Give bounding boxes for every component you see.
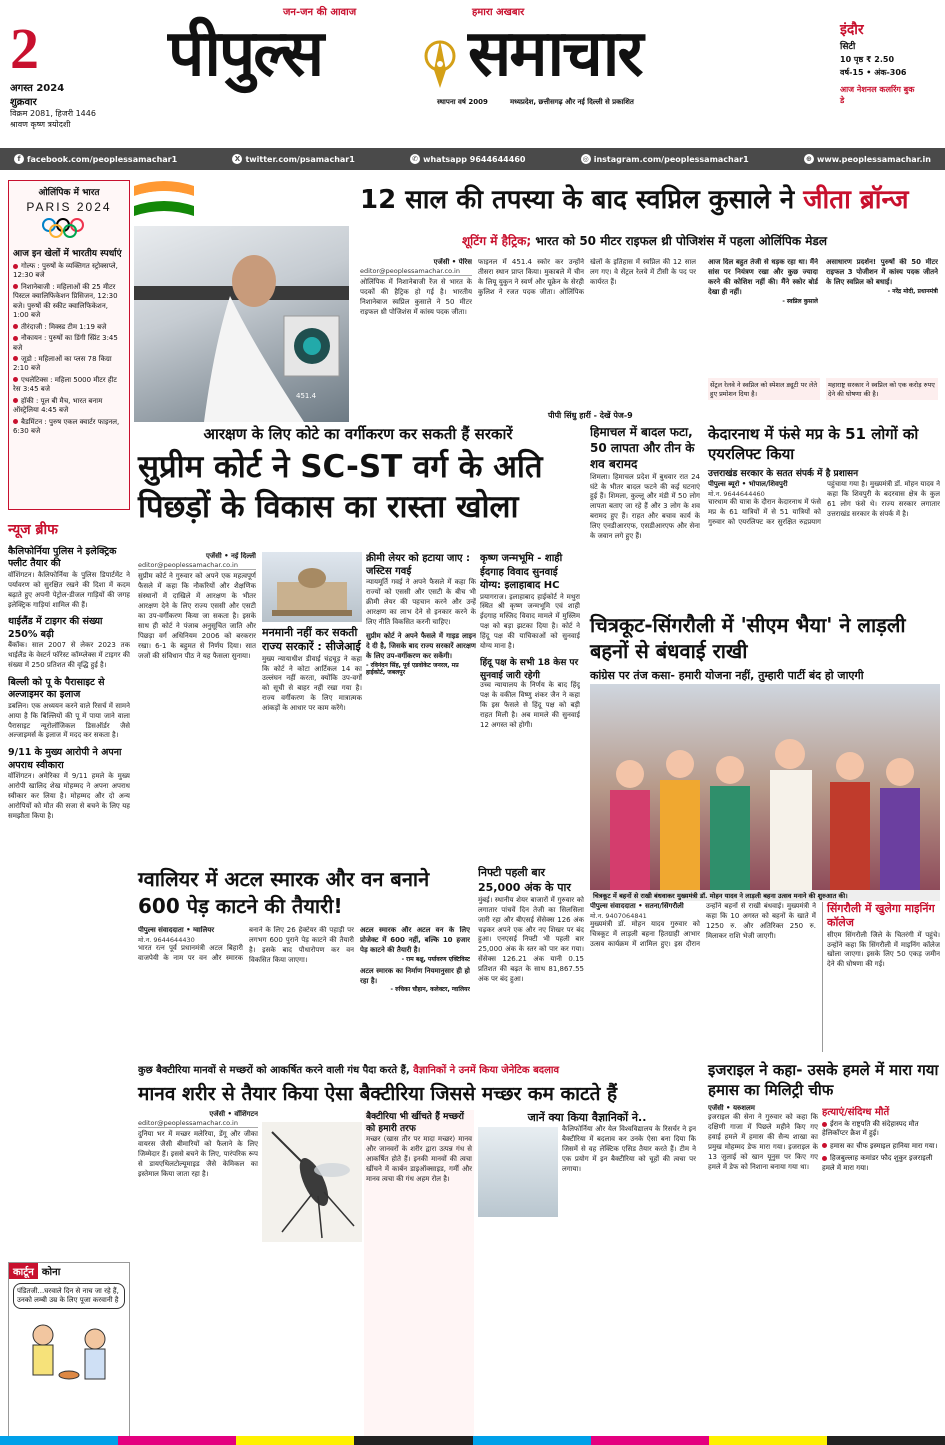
paris-title: PARIS 2024 — [26, 200, 112, 214]
brief-body: डबलिन। एक अध्ययन करने वाले रिसर्च में सामने आया है कि बिल्लियों की पू में पाया जाने वाला पैरासाइट न्यूरोलॉजिकल डिसऑर्डर जैसे अल्जाइमर्स के इलाज में मदद कर सकता है। — [8, 701, 130, 740]
kedarnath-mobile: मो.न. 9644644460 — [708, 490, 765, 498]
bacteria-box-head: बैक्टीरिया भी खींचते हैं मच्छरों को हमारी तरफ — [366, 1112, 464, 1134]
bullet-icon — [13, 398, 18, 403]
lead-agency: एजेंसी • पेरिस — [433, 258, 472, 266]
sc-headline: सुप्रीम कोर्ट ने SC-ST वर्ग के अति पिछड़ों के विकास का रास्ता खोला — [138, 449, 543, 525]
tagline-left: जन-जन की आवाज — [283, 7, 357, 18]
bacteria-email: editor@peoplessamachar.co.in — [138, 1119, 258, 1128]
tithi: श्रावण कृष्ण त्रयोदशी — [10, 120, 71, 129]
bullet-icon — [822, 1143, 827, 1148]
date-number: 2 — [10, 16, 39, 81]
bullet-icon — [13, 419, 18, 424]
israel-side-item: हिजबुल्लाह कमांडर फौद शुकुर इजराइली हमले में मारा गया। — [822, 1154, 933, 1172]
chitrakoot-caption: चित्रकूट में बहनों से राखी बंधवाकर मुख्यमंत्री डॉ. मोहन यादव ने लाड़ली बहना उत्सव मनाने की शुरुआत की। — [590, 890, 940, 901]
singrauli-body: सीएम सिंगरौली जिले के चितरंगी में पहुंचे। उन्होंने कहा कि सिंगरौली में माइनिंग कॉलेज खोला जाएगा। इसके लिए 50 एकड़ जमीन देने की घोषणा की गई। — [827, 930, 940, 969]
bullet-icon — [13, 284, 18, 289]
promo: आज नेशनल कलरिंग बुक डे — [840, 85, 915, 105]
bacteria-box — [364, 1110, 474, 1440]
kedarnath-col — [708, 480, 940, 600]
lead-note-1: सेंट्रल रेलवे ने स्वप्निल को स्पेशल ड्यूटी पर लेते हुए प्रमोशन दिया है। — [708, 378, 820, 400]
olympic-event-item: एथलेटिक्स : महिला 5000 मीटर हीट रेस 3:45 बजे — [13, 375, 117, 394]
nifty-body: मुंबई। स्थानीय शेयर बाजारों में गुरुवार को लगातार पांचवें दिन तेजी का सिलसिला जारी रहा और बीएसई सेंसेक्स 126 अंक चढ़कर अपने एक और नए शिखर पर बंद हुआ। एनएसई निफ्टी भी पहली बार 25,000 अंक के स्तर को पार कर गया। सेंसेक्स 126.21 अंक यानी 0.15 प्रतिशत की बढ़त के साथ 81,867.55 अंक पर बंद हुआ। — [478, 895, 584, 984]
himachal-story — [590, 424, 700, 604]
chitrakoot-body: मुख्यमंत्री डॉ. मोहन यादव गुरुवार को चित्रकूट में लाड़ली बहना हितग्राही आभार उत्सव कार्यक्रम में शामिल हुए। इस दौरान उन्होंने बहनों से राखी बंधवाई। मुख्यमंत्री ने कहा कि 10 अगस्त को बहनों के खाते में 1250 रु. और अतिरिक्त 250 रु. मिलाकर राशि भेजी जाएगी। — [590, 902, 816, 948]
today-heading: आज इन खेलों में भारतीय स्पर्धाएं — [13, 249, 122, 259]
year-issue: वर्ष-15 • अंक-306 — [840, 68, 907, 77]
kedarnath-sub: उत्तराखंड सरकार के सतत संपर्क में है प्रशासन — [708, 469, 859, 479]
israel-body: इजराइल की सेना ने गुरुवार को कहा कि दक्षिणी गाजा में पिछले महीने किए गए हवाई हमले में हमास की सैन्य शाखा का प्रमुख मोहम्मद डेफ मारा गया। इजराइल के 13 जुलाई को खान यूनुस पर किए गए हमले में डेफ को निशाना बनाया गया था। — [708, 1113, 818, 1171]
brief-body: बैंकॉक। साल 2007 से लेकर 2023 तक थाईलैंड के वेस्टर्न फॉरेस्ट कॉम्प्लेक्स में टाइगर की संख्या में 250 प्रतिशत की वृद्धि हुई है। — [8, 641, 130, 669]
cartoon-corner: कोना — [41, 1267, 61, 1278]
bullet-icon — [13, 324, 18, 329]
bacteria-research-body: कैलिफोर्निया और येल विश्वविद्यालय के रिसर्चर ने इन बैक्टीरिया में बदलाव कर उनके ऐसा बना दिया कि जिसमें से वह लेक्टिक एसिड तैयार करते हैं। टीम ने एक प्रयोग में इन बैक्टीरिया को चूहों की त्वचा पर लगाया। — [562, 1125, 696, 1173]
edition: सिटी — [840, 42, 856, 52]
nifty-headline: निफ्टी पहली बार 25,000 अंक के पार — [478, 866, 571, 894]
lead-body-1: ओलिंपिक में निशानेबाजी रेंज से भारत के पदकों की हैट्रिक हो गई है। भारतीय निशानेबाज स्वप्निल कुसाले ने 50 मीटर राइफल थ्री पोजिशंस में कांस्य पदक जीता। — [360, 278, 472, 316]
chitrakoot-sub: कांग्रेस पर तंज कसा- हमारी योजना नहीं, तुम्हारी पार्टी बंद हो जाएगी — [590, 669, 864, 682]
bacteria-agency: एजेंसी • वॉशिंगटन — [209, 1110, 258, 1118]
chitrakoot-headline: चित्रकूट-सिंगरौली में 'सीएम भैया' ने लाड़ली बहनों से बंधवाई राखी — [590, 613, 906, 663]
lead-headline-b: जीता ब्रॉन्ज — [803, 185, 909, 215]
month-year: अगस्त 2024 — [10, 83, 65, 94]
gwalior-quote-1-by: - राम बक्षु, पर्यावरण एक्टिविस्ट — [401, 955, 470, 963]
lead-subhead — [462, 232, 922, 249]
tagline-right: हमारा अखबार — [472, 7, 525, 18]
lead-col-4 — [826, 258, 938, 388]
weekday: शुक्रवार — [10, 97, 37, 108]
bullet-icon — [822, 1156, 827, 1161]
israel-side — [822, 1104, 940, 1434]
edition-block — [840, 20, 940, 106]
olympic-event-item: हॉकी : पूल बी मैच, भारत बनाम ऑस्ट्रेलिया 4:45 बजे — [13, 396, 103, 415]
lead-email: editor@peoplessamachar.co.in — [360, 267, 472, 276]
score-left: 451.4 — [296, 392, 317, 400]
krishna-body: प्रयागराज। इलाहाबाद हाईकोर्ट ने मथुरा स्थित श्री कृष्ण जन्मभूमि एवं शाही ईदगाह मस्जिद विवाद मामले में मुस्लिम पक्ष को बड़ा झटका दिया है। कोर्ट ने हिंदू पक्ष की याचिकाओं को सुनवाई योग्य माना है। — [480, 592, 580, 651]
gwalior-agency: पीपुल्स संवाददाता • ग्वालियर — [138, 926, 215, 934]
lead-headline — [360, 186, 920, 216]
sc-agency: एजेंसी • नई दिल्ली — [206, 552, 256, 560]
lead-body-2: फाइनल में 451.4 स्कोर कर उन्होंने तीसरा स्थान प्राप्त किया। मुकाबले में चीन के लियू युकुन ने स्वर्ण और यूक्रेन के सेरही कुलिश ने रजत पदक जीता। ओलिंपिक खेलों के इतिहास में स्वप्निल की 12 साल लग गए। वे सेंट्रल रेलवे में टीसी के पद पर कार्यरत हैं। — [478, 258, 696, 296]
court-photo — [262, 552, 362, 622]
city: इंदौर — [840, 22, 864, 38]
olympic-rings-icon — [13, 217, 125, 243]
lead-col-1 — [360, 258, 472, 408]
cartoon-drawing — [13, 1313, 125, 1393]
news-brief-title: न्यूज ब्रीफ — [8, 522, 58, 538]
olympic-event-item: गोल्फ : पुरुषों के व्यक्तिगत स्ट्रोक्सप्ले, 12:30 बजे — [13, 262, 118, 280]
sc-body: सुप्रीम कोर्ट ने गुरुवार को अपने एक महत्वपूर्ण फैसले में कहा कि नौकरियों और शैक्षणिक संस्थानों में दाखिले में आरक्षण के भीतर आरक्षण देने के लिए राज्य एससी और एसटी का उप-वर्गीकरण किया जा सकता है। इसके साथ ही कोर्ट ने पंजाब अनुसूचित जाति और पिछड़ा वर्ग अधिनियम 2006 को बरकरार रखा। 6-1 के बहुमत से निर्णय दिया। सात जजों की संविधान पीठ ने यह फैसला सुनाया। — [138, 572, 256, 660]
mosquito-photo — [262, 1122, 362, 1242]
krishna-headline: कृष्ण जन्मभूमि - शाही ईदगाह विवाद सुनवाई योग्य: इलाहाबाद HC — [480, 553, 563, 591]
sc-sub1-body: मुख्य न्यायाधीश डीवाई चंद्रचूड़ ने कहा कि कोर्ट ने कोटा आर्टिकल 14 का उल्लंघन नहीं करता, क्योंकि उप-वर्गों को सूची से बाहर नहीं रखा गया है। राज्य वर्गीकरण के लिए मात्रात्मक आंकड़ों के आधार पर काम करेंगे। — [262, 654, 362, 713]
sc-sub2: क्रीमी लेयर को हटाया जाए : जस्टिस गवई — [366, 553, 471, 577]
bacteria-over — [138, 1062, 588, 1076]
gwalior-col-2 — [360, 926, 470, 1056]
krishna-story — [480, 552, 580, 857]
lead-quote-1-by: - स्वप्निल कुसाले — [782, 297, 818, 305]
sc-sub1: मनमानी नहीं कर सकती राज्य सरकारें : सीजेआई — [262, 626, 361, 654]
bacteria-body: दुनिया भर में मच्छर मलेरिया, डेंगू और जीका वायरस जैसी बीमारियों को फैलाने के लिए जिम्मेदार हैं। इससे बचने के लिए, पारंपरिक रूप से डायएथिलटोल्यूमाइड जैसे केमिकल का इस्तेमाल किया जाता रहा है। — [138, 1130, 258, 1178]
lead-col-3 — [708, 258, 818, 388]
cartoon-box — [8, 1262, 130, 1440]
published-from: मध्यप्रदेश, छत्तीसगढ़ और नई दिल्ली से प्रकाशित — [510, 98, 634, 106]
kedarnath-headline: केदारनाथ में फंसे मप्र के 51 लोगों को एयरलिफ्ट किया — [708, 425, 919, 464]
olympics-box — [8, 180, 130, 510]
lead-photo-credit: पीपी सिंधु हारीं - देखें पेज-9 — [548, 411, 633, 420]
founded: स्थापना वर्ष 2009 — [437, 98, 488, 106]
brief-body: वॉशिंगटन। अमेरिका में 9/11 हमले के मुख्य आरोपी खालिद शेख मोहम्मद ने अपना अपराध स्वीकार कर लिया है। मोहम्मद और दो अन्य आरोपियों को मौत की सजा से बचने के लिए यह समझौता किया है। — [8, 772, 130, 820]
bacteria-col-1 — [138, 1110, 258, 1440]
olympics-title: ओलिंपिक में भारत — [38, 188, 100, 198]
bullet-icon — [13, 264, 18, 269]
brief-body: वॉशिंगटन। कैलिफोर्निया के पुलिस डिपार्टमेंट ने पर्यावरण को सुरक्षित रखने की दिशा में कदम बढ़ाते हुए अपनी पेट्रोल-डीजल गाड़ियों की जगह इलेक्ट्रिक गाड़ियां शामिल की हैं। — [8, 570, 130, 609]
israel-side-item: हमास का चीफ इस्माइल हानिया मारा गया। — [822, 1142, 940, 1151]
olympic-event-item: निशानेबाजी : महिलाओं की 25 मीटर पिस्टल क्वालिफिकेशन प्रिसिजन, 12:30 बजे। पुरुषों की स्कीट क्वालिफिकेशन, 1:00 बजे — [13, 282, 118, 320]
sc-col-3 — [366, 552, 476, 857]
pages-price: 10 पृष्ठ ₹ 2.50 — [840, 55, 895, 64]
olympic-event-item: तीरंदाजी : मिक्स्ड टीम 1:19 बजे — [13, 323, 125, 332]
twitter-link[interactable]: X twitter.com/psamachar1 — [232, 154, 354, 164]
brief-headline: कैलिफोर्निया पुलिस ने इलेक्ट्रिक फ्लीट तैयार की — [8, 546, 117, 570]
kedarnath-body: चारधाम की यात्रा के दौरान केदारनाथ में फंसे मप्र के 61 यात्रियों में से 51 यात्रियों को गुरुवार को एयरलिफ्ट कर सुरक्षित रुद्रप्रयाग पहुंचाया गया है। मुख्यमंत्री डॉ. मोहन यादव ने कहा कि शिवपुरी के बदरवास क्षेत्र के कुल 61 लोग फंसे थे। राज्य सरकार लगातार उत्तराखंड सरकार के संपर्क में है। — [708, 480, 940, 526]
globe-icon: ⊕ — [804, 154, 814, 164]
instagram-link[interactable]: ◎ instagram.com/peoplessamachar1 — [582, 154, 749, 164]
cartoon-header — [9, 1263, 129, 1279]
flag-graphic — [134, 176, 194, 226]
singrauli-head: सिंगरौली में खुलेगा माइनिंग कॉलेज — [827, 902, 935, 930]
social-bar — [0, 148, 945, 170]
brief-headline: बिल्ली को पू के पैरासाइट से अल्जाइमर का इलाज — [8, 676, 105, 701]
gwalior-quote-2: अटल स्मारक का निर्माण नियमानुसार ही हो रहा है। — [360, 966, 470, 985]
lead-note-2: महाराष्ट्र सरकार ने स्वप्निल को एक करोड़ रुपए देने की घोषणा की है। — [826, 378, 938, 400]
brief-headline: थाईलैंड में टाइगर की संख्या 250% बढ़ी — [8, 616, 103, 640]
israel-side-list — [822, 1120, 940, 1173]
facebook-icon: f — [14, 154, 24, 164]
cartoon-title: कार्टून — [9, 1263, 38, 1279]
israel-side-head: हत्याएं/संदिग्ध मौतें — [822, 1107, 890, 1118]
sc-sub2-quote-by: - रविनंदन सिंह, पूर्व एडवोकेट जनरल, मप्र हाईकोर्ट, जबलपुर — [366, 661, 459, 677]
events-list — [13, 262, 125, 436]
title-left: पीपुल्स — [168, 17, 323, 91]
sc-sub2-quote: सुप्रीम कोर्ट ने अपने फैसले में गाइड लाइन दे दी है, जिसके बाद राज्य सरकारें आरक्षण के लिए उप-वर्गीकरण कर सकेंगी। — [366, 631, 476, 660]
bacteria-headline: मानव शरीर से तैयार किया ऐसा बैक्टीरिया जिससे मच्छर कम काटते हैं — [138, 1083, 618, 1105]
sc-col-2 — [262, 626, 362, 856]
facebook-link[interactable]: f facebook.com/peoplessamachar1 — [14, 154, 177, 164]
chitrakoot-col — [590, 902, 816, 1052]
bullet-icon — [13, 356, 18, 361]
pen-logo — [410, 34, 470, 94]
bullet-icon — [13, 377, 18, 382]
lead-headline-a: 12 साल की तपस्या के बाद स्वप्निल कुसाले ने — [360, 185, 795, 215]
whatsapp-link[interactable]: ✆ whatsapp 9644644460 — [410, 154, 525, 164]
bullet-icon — [13, 336, 18, 341]
website-link[interactable]: ⊕ www.peoplessamachar.in — [804, 154, 931, 164]
chitrakoot-mobile: मो.न. 9407064841 — [590, 912, 647, 920]
bacteria-research — [478, 1110, 696, 1440]
israel-col — [708, 1104, 818, 1434]
lead-kicker: शूटिंग में हैट्रिक; — [462, 234, 532, 248]
singrauli-box — [822, 902, 940, 1052]
chitrakoot-agency: पीपुल्स संवाददाता • सतना/सिंगरौली — [590, 902, 684, 910]
gwalior-body: भारत रत्न पूर्व प्रधानमंत्री अटल बिहारी वाजपेयी के नाम पर वन और स्मारक बनाने के लिए 26 हेक्टेयर की पहाड़ी पर लगभग 600 पुराने पेड़ काटने की तैयारी है। इसके बाद पौधारोपण कर वन विकसित किया जाएगा। — [138, 926, 354, 964]
himachal-body: शिमला। हिमाचल प्रदेश में बुधवार रात 24 घंटे के भीतर बादल फटने की कई घटनाएं हुई हैं। शिमला, कुल्लू और मंडी में 50 लोग लापता बताए जा रहे हैं और 3 लोग के शव बरामद हुए हैं। राहत और बचाव कार्य के लिए एनडीआरएफ, एसडीआरएफ और सेना के जवान लगे हुए हैं। — [590, 472, 700, 541]
bacteria-over-b: वैज्ञानिकों ने उनमें किया जेनेटिक बदलाव — [413, 1065, 560, 1076]
sc-sub2-body: न्यायमूर्ति गवई ने अपने फैसले में कहा कि राज्यों को एससी और एसटी के बीच भी क्रीमी लेयर की पहचान करने और उन्हें आरक्षण का लाभ देने से इनकार करने के लिए नीति विकसित करनी चाहिए। — [366, 578, 476, 626]
twitter-icon: X — [232, 154, 242, 164]
cartoon-speech: पंडितजी...घरवाले दिन से नाच जा रहे हैं, उनको लम्बी उम्र के लिए पूजा करवानी है — [13, 1283, 125, 1309]
gwalior-col-1 — [138, 926, 354, 1056]
lab-photo — [478, 1127, 558, 1217]
olympic-event-item: नौकायन : पुरुषों का डिंगी स्प्रिंट 3:45 बजे — [13, 334, 118, 352]
registration-strip — [0, 1436, 945, 1445]
brief-headline: 9/11 के मुख्य आरोपी ने अपना अपराध स्वीकारा — [8, 747, 122, 771]
gwalior-mobile: मो.न. 9644644430 — [138, 936, 195, 944]
israel-headline: इजराइल ने कहा- उसके हमले में मारा गया हमास का मिलिट्री चीफ — [708, 1061, 939, 1100]
gwalior-quote-2-by: - रुचिका चौहान, कलेक्टर, ग्वालियर — [390, 986, 470, 994]
sc-email: editor@peoplessamachar.co.in — [138, 561, 256, 570]
lead-quote-1: आज दिल बहुत तेजी से धड़क रहा था। मैंने सांस पर नियंत्रण रखा और कुछ ज्यादा करने की कोशिश नहीं की। मैंने स्कोर बोर्ड देखा ही नहीं। — [708, 258, 818, 296]
krishna-sub: हिंदू पक्ष के सभी 18 केस पर सुनवाई जारी रहेगी — [480, 658, 579, 682]
instagram-icon: ◎ — [582, 155, 589, 163]
gwalior-quote-1: अटल स्मारक और अटल वन के लिए प्रोजेक्ट में 600 नहीं, बल्कि 10 हजार पेड़ काटने की तैयारी है। — [360, 926, 470, 954]
chitrakoot-photo — [590, 684, 940, 890]
himachal-headline: हिमाचल में बादल फटा, 50 लापता और तीन के शव बरामद — [590, 425, 695, 472]
shooter-photo — [134, 226, 349, 422]
olympic-event-item: जूडो : महिलाओं का प्लस 78 किग्रा 2:10 बजे — [13, 354, 112, 373]
lead-col-2 — [478, 258, 696, 408]
bacteria-research-head: जानें क्या किया वैज्ञानिकों ने.. — [527, 1111, 647, 1124]
lead-quote-2: असाधारण प्रदर्शन! पुरुषों की 50 मीटर राइफल 3 पोजीशन में कांस्य पदक जीतने के लिए स्वप्निल को बधाई। — [826, 258, 938, 286]
sc-over: आरक्षण के लिए कोटे का वर्गीकरण कर सकती हैं सरकारें — [203, 425, 513, 443]
masthead — [0, 0, 945, 148]
israel-agency: एजेंसी • यरुशलम — [708, 1104, 755, 1112]
vikram: विक्रम 2081, हिजरी 1446 — [10, 109, 96, 118]
krishna-sub-body: उच्च न्यायालय के निर्णय के बाद हिंदू पक्ष के वकील विष्णु शंकर जैन ने कहा कि इस फैसले से हिंदू पक्ष को बड़ी राहत मिली है। अब मामले की सुनवाई 12 अगस्त को होगी। — [480, 681, 580, 729]
nifty-story — [478, 866, 584, 1056]
israel-side-item: ईरान के राष्ट्रपति की संदेहास्पद मौत हेलिकॉप्टर क्रैश में हुई। — [822, 1120, 919, 1138]
news-brief-list — [8, 540, 130, 1360]
sc-col-1 — [138, 552, 256, 857]
date-block — [10, 16, 130, 130]
whatsapp-icon: ✆ — [410, 154, 420, 164]
lead-sub: भारत को 50 मीटर राइफल थ्री पोजिशंस में पहला ओलिंपिक मेडल — [535, 234, 827, 248]
olympic-event-item: बैडमिंटन : पुरुष एकल क्वार्टर फाइनल, 6:30 बजे — [13, 417, 120, 435]
bacteria-box-body: मच्छर (खास तौर पर मादा मच्छर) मानव और जानवरों के शरीर द्वारा उत्पन्न गंध से आकर्षित होते हैं। इनकी मानवों की त्वचा खींचने में कार्बन डाइऑक्साइड, गर्मी और मानव त्वचा की गंध अहम रोल है। — [366, 1135, 472, 1184]
kedarnath-agency: पीपुल्स ब्यूरो • भोपाल/शिवपुरी — [708, 480, 788, 488]
lead-quote-2-by: - नरेंद्र मोदी, प्रधानमंत्री — [887, 287, 938, 295]
title-right: समाचार — [468, 17, 642, 91]
bacteria-over-a: कुछ बैक्टीरिया मानवों से मच्छरों को आकर्षित करने वाली गंध पैदा करते हैं, — [138, 1065, 410, 1076]
bullet-icon — [822, 1122, 827, 1127]
gwalior-headline: ग्वालियर में अटल स्मारक और वन बनाने 600 पेड़ काटने की तैयारी! — [138, 867, 430, 918]
